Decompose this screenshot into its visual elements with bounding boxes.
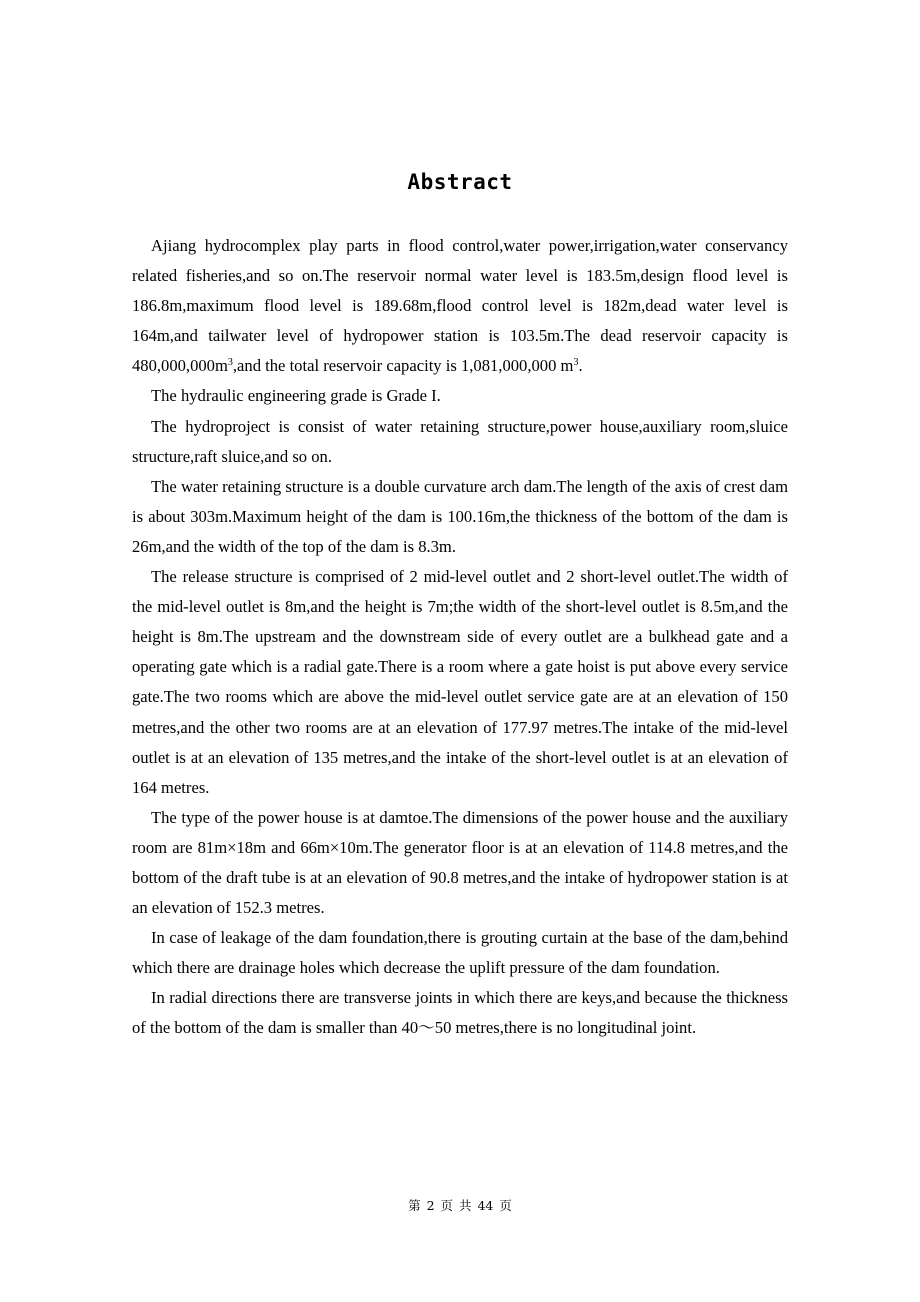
superscript: 3 (573, 357, 579, 369)
paragraph-power-house: The type of the power house is at damtoe.The dimensions of the power house and the auxiliary room are 81m×18m and 66m×10m.The generator floor is at an elevation of 114.8 metres,and the bottom of the draft tube is at an elevation of 90.8 metres,and the intake of hydropower station is at an elevation of 152.3 metres. (132, 807, 788, 918)
paragraph-structures: The hydroproject is consist of water retaining structure,power house,auxiliary room,sluice structure,raft sluice,and so on. (132, 416, 788, 466)
page-number-footer: 第 2 页 共 44 页 (408, 1198, 512, 1213)
page-title: Abstract (407, 170, 513, 194)
paragraph-grade: The hydraulic engineering grade is Grade I. (151, 386, 441, 406)
paragraph-text: ,and the total reservoir capacity is 1,081,000,000 m (232, 356, 574, 376)
abstract-body (132, 231, 788, 1044)
paragraph-release-structure: The release structure is comprised of 2 mid-level outlet and 2 short-level outlet.The width of the mid-level outlet is 8m,and the height is 7m;the width of the short-level outlet is 8.5m,and the height is 8m.The upstream and the downstream side of every outlet are a bulkhead gate and a operating gate which is a radial gate.There is a room where a gate hoist is put above every service gate.The two rooms which are above the mid-level outlet service gate are at an elevation of 150 metres,and the other two rooms are at an elevation of 177.97 metres.The intake of the mid-level outlet is at an elevation of 135 metres,and the intake of the short-level outlet is at an elevation of 164 metres. (132, 567, 788, 797)
paragraph-text: . (578, 356, 583, 376)
paragraph-dam: The water retaining structure is a double curvature arch dam.The length of the axis of crest dam is about 303m.Maximum height of the dam is 100.16m,the thickness of the bottom of the dam is 26m,and the width of the top of the dam is 8.3m. (132, 476, 788, 556)
superscript: 3 (227, 357, 233, 369)
paragraph-foundation: In case of leakage of the dam foundation,there is grouting curtain at the base of the dam,behind which there are drainage holes which decrease the uplift pressure of the dam foundation. (132, 928, 788, 978)
paragraph-text: Ajiang hydrocomplex play parts in flood control,water power,irrigation,water conservancy related fisheries,and so on.The reservoir normal water level is 183.5m,design flood level is 186.8m,maximum flood level is 189.68m,flood control level is 182m,dead water level is 164m,and tailwater level of hydropower station is 103.5m.The dead reservoir capacity is 480,000,000m (132, 236, 788, 376)
paragraph-joints: In radial directions there are transverse joints in which there are keys,and because the thickness of the bottom of the dam is smaller than 40～50 metres,there is no longitudinal joint. (132, 988, 788, 1038)
paragraph-overview (132, 231, 788, 381)
